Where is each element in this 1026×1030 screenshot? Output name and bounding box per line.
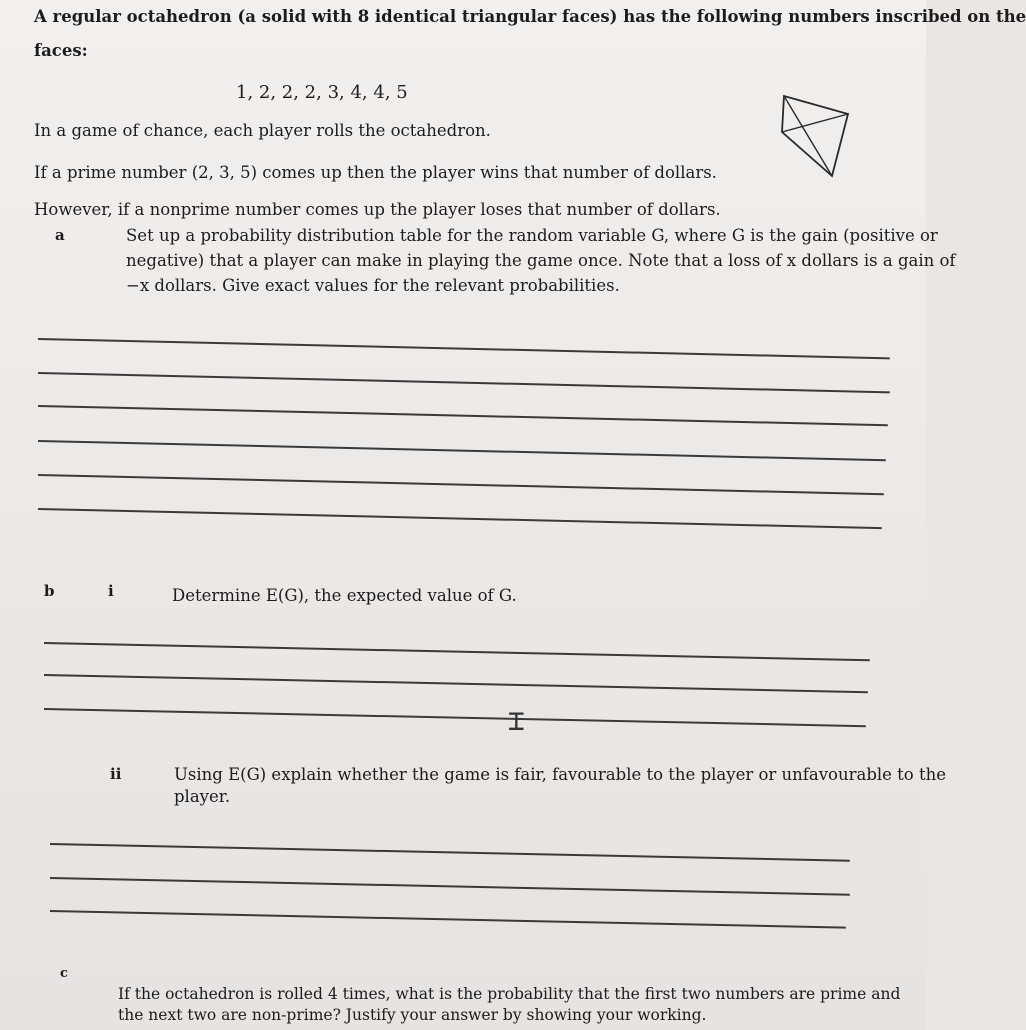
part-b-ii-line-2: player. (174, 787, 231, 806)
nonprime-rule: However, if a nonprime number comes up the player loses that number of dollars. (34, 200, 721, 219)
intro-line-2: faces: (34, 41, 88, 60)
part-c-label: c (60, 966, 68, 981)
part-b-i-question: Determine E(G), the expected value of G. (172, 586, 517, 605)
part-a-line-2: negative) that a player can make in playing the game once. Note that a loss of x dollars is a gain of (126, 251, 956, 270)
prime-rule: If a prime number (2, 3, 5) comes up then the player wins that number of dollars. (34, 163, 717, 182)
number-list: 1, 2, 2, 2, 3, 4, 4, 5 (236, 82, 408, 103)
answer-line[interactable] (38, 372, 890, 393)
answer-line[interactable] (50, 910, 846, 928)
game-description: In a game of chance, each player rolls the octahedron. (34, 121, 491, 140)
text-cursor-icon: ⌶ (508, 704, 525, 737)
part-b-ii-line-1: Using E(G) explain whether the game is fair, favourable to the player or unfavourable to the (174, 765, 947, 784)
intro-line-1: A regular octahedron (a solid with 8 identical triangular faces) has the following numbers inscribed on the (34, 7, 1026, 26)
part-c-line-2: the next two are non-prime? Justify your answer by showing your working. (118, 1006, 707, 1024)
answer-line[interactable] (50, 877, 850, 895)
part-b-label: b (44, 582, 55, 600)
answer-line[interactable] (38, 474, 884, 495)
answer-line[interactable] (38, 405, 888, 426)
part-a-label: a (55, 226, 65, 244)
answer-line[interactable] (44, 708, 866, 727)
answer-line[interactable] (44, 642, 870, 661)
answer-line[interactable] (44, 674, 868, 693)
part-c-line-1: If the octahedron is rolled 4 times, what is the probability that the first two numbers are prime and (118, 985, 901, 1003)
answer-line[interactable] (50, 843, 850, 861)
octahedron-diagram (776, 90, 852, 180)
part-b-ii-label: ii (110, 765, 122, 783)
answer-line[interactable] (38, 440, 886, 461)
part-a-line-3: −x dollars. Give exact values for the relevant probabilities. (126, 276, 620, 295)
part-a-line-1: Set up a probability distribution table for the random variable G, where G is the gain (positive or (126, 226, 938, 245)
answer-line[interactable] (38, 508, 882, 529)
answer-line[interactable] (38, 338, 890, 359)
part-b-i-label: i (108, 582, 114, 600)
